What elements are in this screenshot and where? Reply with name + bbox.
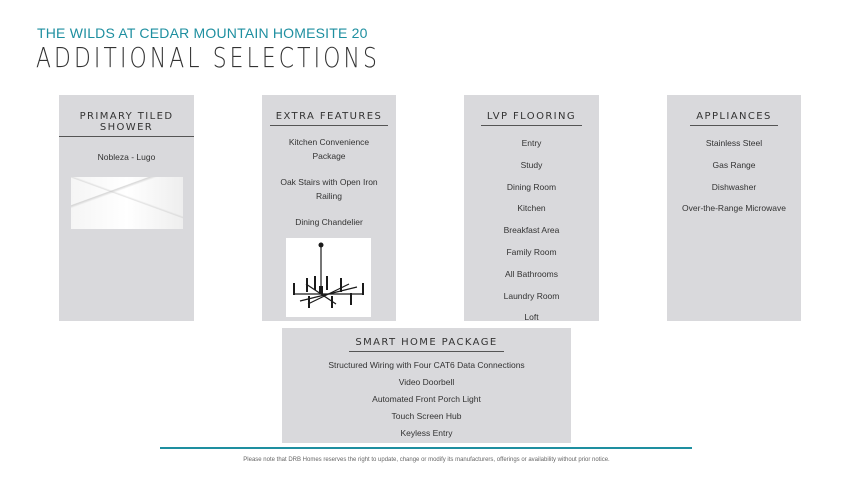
list-item: Kitchen Convenience Package [288, 137, 370, 161]
footer-disclaimer: Please note that DRB Homes reserves the right to update, change or modify its manufacturers, offerings or availability without prior notice. [243, 457, 610, 463]
list-item: Laundry Room [503, 290, 560, 301]
card-heading: SMART HOME PACKAGE [349, 337, 503, 352]
list-item: Video Doorbell [398, 377, 455, 387]
card-extra-features [262, 95, 396, 321]
list-item: Gas Range [712, 159, 756, 170]
marble-tile-image [71, 177, 183, 229]
page-title: ADDITIONAL SELECTIONS [36, 41, 380, 74]
card-heading: EXTRA FEATURES [270, 111, 388, 126]
list-item: Loft [524, 312, 539, 323]
list-item: Nobleza - Lugo [97, 152, 156, 162]
list-item: Structured Wiring with Four CAT6 Data Connections [328, 360, 525, 370]
card-smart-home-package [282, 328, 571, 443]
list-item: Kitchen [517, 203, 546, 214]
card-heading: LVP FLOORING [481, 111, 582, 126]
list-item: Touch Screen Hub [391, 411, 462, 421]
card-primary-tiled-shower [59, 95, 194, 321]
list-item: Dining Room [506, 181, 557, 192]
footer-divider [160, 447, 692, 449]
list-item: Family Room [506, 246, 557, 257]
list-item: Dishwasher [711, 181, 757, 192]
list-item: Oak Stairs with Open Iron Railing [280, 177, 378, 201]
card-heading: PRIMARY TILED SHOWER [59, 111, 194, 137]
list-item: Breakfast Area [503, 225, 560, 236]
list-item: All Bathrooms [505, 268, 558, 279]
card-heading: APPLIANCES [690, 111, 777, 126]
list-item: Automated Front Porch Light [372, 394, 481, 404]
list-item: Dining Chandelier [295, 217, 363, 227]
chandelier-image [286, 238, 371, 317]
page-subtitle: THE WILDS AT CEDAR MOUNTAIN HOMESITE 20 [37, 25, 368, 41]
card-appliances [667, 95, 801, 321]
list-item: Entry [521, 138, 542, 148]
list-item: Stainless Steel [705, 138, 763, 148]
list-item: Over-the-Range Microwave [682, 203, 786, 214]
card-lvp-flooring [464, 95, 599, 321]
list-item: Keyless Entry [400, 428, 453, 438]
list-item: Study [520, 159, 543, 170]
